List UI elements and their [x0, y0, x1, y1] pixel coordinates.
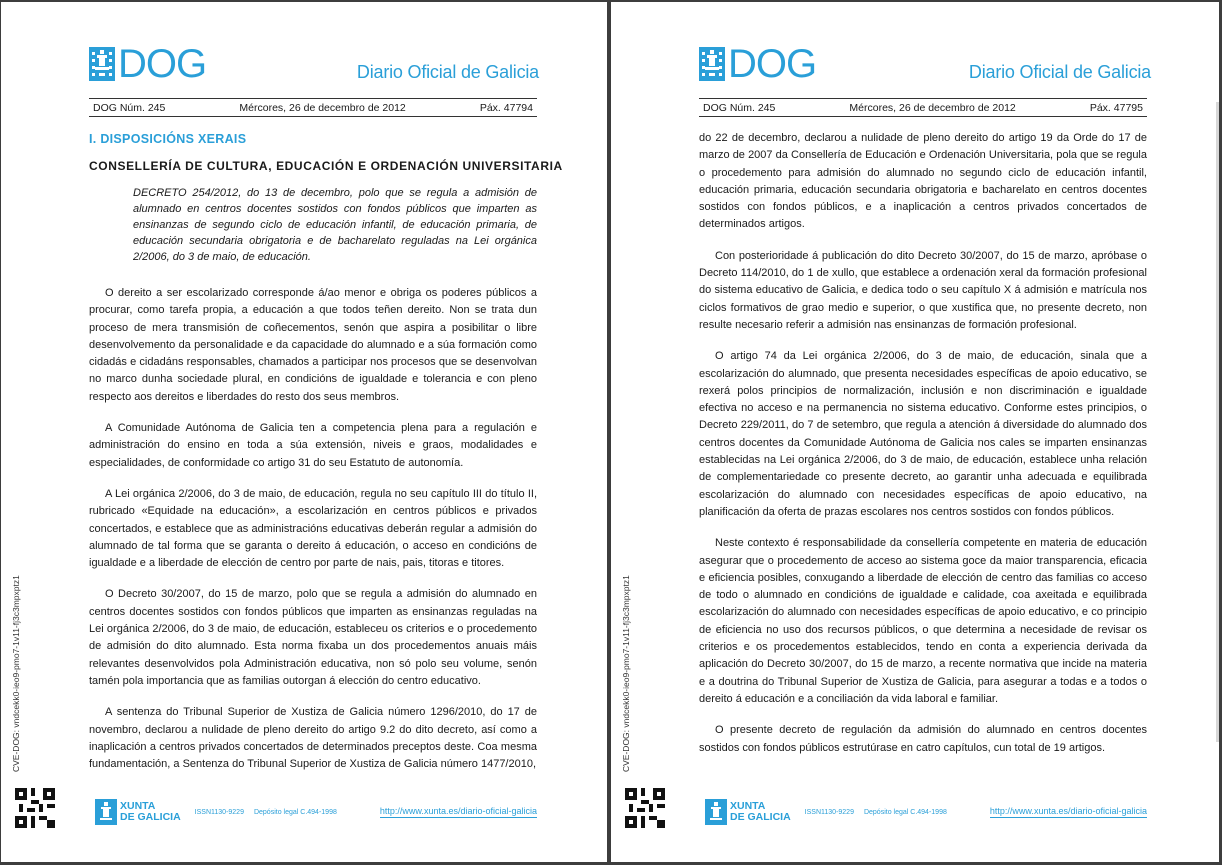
page-footer [95, 798, 537, 826]
paragraph: O artigo 74 da Lei orgánica 2/2006, do 3 de maio, de educación, sinala que a escolarización do alumnado, que presenta necesidades específicas de apoio educativo, se rexerá polos principios de normalización, inclusión e non discriminación e igualdade efectiva no acceso e na permanencia no sistema educativo. Conforme estes principios, o Decreto 229/2011, do 7 de setembro, que regula a atención á diversidade do alumnado dos centros docentes da Comunidade Autónoma de Galicia nos cales se imparten ensinanzas establecidas na Lei orgánica 2/2006, do 3 de maio, de educación, establece unha relación de complementariedade co presente decreto, ao garantir unha adecuada e equilibrada escolarización do alumnado con necesidades específicas de apoio educativo, na planificación da oferta de prazas escolares nos centros sostidos con fondos públicos. [699, 350, 1147, 518]
document-page-right [611, 2, 1219, 862]
legal-deposit: Depósito legal C.494-1998 [863, 808, 947, 816]
scrollbar[interactable] [1216, 102, 1219, 742]
paragraph: O Decreto 30/2007, do 15 de marzo, polo que se regula a admisión do alumnado en centros docentes sostidos con fondos públicos que imparten as ensinanzas reguladas na Lei orgánica 2/2006, do 3 de maio, de educación, estableceu os criterios e o procedemento de admisión do dito alumnado. Esta norma fixaba un dos procedementos anuais máis relevantes desenvolvidos pola Administración educativa, non só polo seu volume, senón tamén pola importancia que as familias outorgan á elección do centro educativo. [89, 588, 537, 687]
galicia-shield-icon [89, 47, 115, 81]
section-title: I. DISPOSICIÓNS XERAIS [89, 132, 247, 146]
paragraph: Con posterioridade á publicación do dito Decreto 30/2007, do 15 de marzo, apróbase o Decreto 114/2010, do 1 de xullo, que establece a ordenación xeral da formación profesional do sistema educativo de Galicia, e dedica todo o seu capítulo X á admisión e matrícula nos ciclos formativos de grao medio e superior, o que xustifica que, no presente decreto, non resulte necesario referir a admisión nas ensinanzas de formación profesional. [699, 249, 1147, 331]
body-text [89, 285, 537, 787]
xunta-line-2: DE GALICIA [730, 811, 791, 823]
masthead-title: Diario Oficial de Galicia [968, 62, 1151, 82]
dog-logo [89, 42, 207, 86]
xunta-line-1: XUNTA [730, 800, 766, 812]
footer-url-link[interactable]: http://www.xunta.es/diario-oficial-galicia [989, 806, 1147, 816]
issn: ISSN1130-9229 [804, 808, 854, 816]
xunta-logo [95, 799, 181, 825]
dog-logo [699, 42, 817, 86]
xunta-logo [705, 799, 791, 825]
issue-number: DOG Núm. 245 [93, 101, 166, 114]
paragraph: do 22 de decembro, declarou a nulidade de pleno dereito do artigo 19 da Orde do 17 de marzo de 2007 da Consellería de Educación e Ordenación Universitaria, pola que se regula o procedemento para admisión do alumnado no segundo ciclo de educación infantil, educación primaria, educación secundaria obrigatoria e bacharelato en centros docentes sostidos con fondos públicos, e a inaplicación a centros privados concertados de determinados artigos. [699, 132, 1147, 231]
paragraph: O dereito a ser escolarizado corresponde á/ao menor e obriga os poderes públicos a procurar, como tarefa propia, a educación a que todos teñen dereito. Non se trata dun proceso de mera transmisión de coñecementos, senón que aspira a posibilitar o libre desenvolvemento da personalidade e da capacidade do alumnado e a súa formación como cidadás e cidadáns responsables, chamados a participar nos procesos que se desenvolvan no marco dunha sociedade plural, en condicións de igualdade e tolerancia e con pleno respecto aos dereitos e liberdades do resto dos seus membros. [89, 287, 537, 403]
logo-text: DOG [728, 42, 817, 86]
qr-code-icon [625, 788, 665, 828]
department-title: CONSELLERÍA DE CULTURA, EDUCACIÓN E ORDENACIÓN UNIVERSITARIA [89, 159, 563, 173]
decree-heading: DECRETO 254/2012, do 13 de decembro, polo que se regula a admisión de alumnado en centros docentes sostidos con fondos públicos que imparten as ensinanzas de segundo ciclo de educación infantil, de educación primaria, de educación secundaria obrigatoria e de bacharelato reguladas na Lei orgánica 2/2006, do 3 de maio, de educación. [133, 187, 537, 263]
issn: ISSN1130-9229 [194, 808, 244, 816]
paragraph: O presente decreto de regulación da admisión do alumnado en centros docentes sostidos con fondos públicos estrutúrase en catro capítulos, cun total de 19 artigos. [699, 724, 1147, 754]
issue-number: DOG Núm. 245 [703, 101, 776, 114]
issue-date: Mércores, 26 de decembro de 2012 [849, 101, 1016, 114]
page-footer [705, 798, 1147, 826]
issue-bar [699, 98, 1147, 117]
logo-text: DOG [118, 42, 207, 86]
paragraph: A sentenza do Tribunal Superior de Xustiza de Galicia número 1296/2010, do 17 de novembro, declarou a nulidade de pleno dereito do artigo 9.2 do dito decreto, así como a inaplicación a centros privados concertados de determinados preceptos deste. Coa mesma fundamentación, a Sentenza do Tribunal Superior de Xustiza de Galicia número 1477/2010, [89, 706, 537, 771]
galicia-shield-icon [699, 47, 725, 81]
body-text [699, 130, 1147, 771]
cve-code: CVE-DOG: vndcekk0-ieo9-pmo7-1v11-fj3c3mpxptz1 [11, 575, 21, 772]
page-number: Páx. 47794 [479, 101, 533, 114]
issue-bar [89, 98, 537, 117]
xunta-logo-icon [95, 799, 117, 825]
xunta-line-1: XUNTA [120, 800, 156, 812]
qr-code-icon [15, 788, 55, 828]
paragraph: A Comunidade Autónoma de Galicia ten a competencia plena para a regulación e administración do ensino en toda a súa extensión, niveis e graos, modalidades e especialidades, de conformidade co artigo 31 do seu Estatuto de autonomía. [89, 422, 537, 469]
page-number: Páx. 47795 [1089, 101, 1143, 114]
cve-code: CVE-DOG: vndcekk0-ieo9-pmo7-1v11-fj3c3mpxptz1 [621, 575, 631, 772]
xunta-logo-icon [705, 799, 727, 825]
paragraph: Neste contexto é responsabilidade da consellería competente en materia de educación asegurar que o procedemento de acceso ao sistema goce da maior transparencia, eficacia e eficiencia posibles, conxugando a liberdade de elección de centro das familias co acceso de todo o alumnado en condicións de igualdade e calidade, coa axeitada e equilibrada escolarización do alumnado con necesidades específicas de apoio educativo, e co principio de eficiencia no uso dos recursos públicos, o que determina a necesidade de revisar os criterios e os procedementos establecidos, tendo en conta a experiencia derivada da aplicación do Decreto 30/2007, do 15 de marzo, a recente normativa que incide na materia e a doutrina do Tribunal Superior de Xustiza de Galicia, para asegurar a todas e a todos o dereito á educación e a conciliación da vida laboral e familiar. [699, 537, 1147, 705]
footer-url-link[interactable]: http://www.xunta.es/diario-oficial-galicia [379, 806, 537, 816]
masthead-title: Diario Oficial de Galicia [356, 62, 539, 82]
xunta-line-2: DE GALICIA [120, 811, 181, 823]
issue-date: Mércores, 26 de decembro de 2012 [239, 101, 406, 114]
legal-deposit: Depósito legal C.494-1998 [253, 808, 337, 816]
document-page-left [1, 2, 607, 862]
paragraph: A Lei orgánica 2/2006, do 3 de maio, de educación, regula no seu capítulo III do título II, rubricado «Equidade na educación», a escolarización en centros públicos e privados concertados, e establece que as administracións educativas deberán regular a admisión do alumnado de tal forma que se garanta o dereito á educación, o acceso en condicións de igualdade e a liberdade de elección de centro por parte de nais, pais, titoras e titores. [89, 487, 537, 570]
